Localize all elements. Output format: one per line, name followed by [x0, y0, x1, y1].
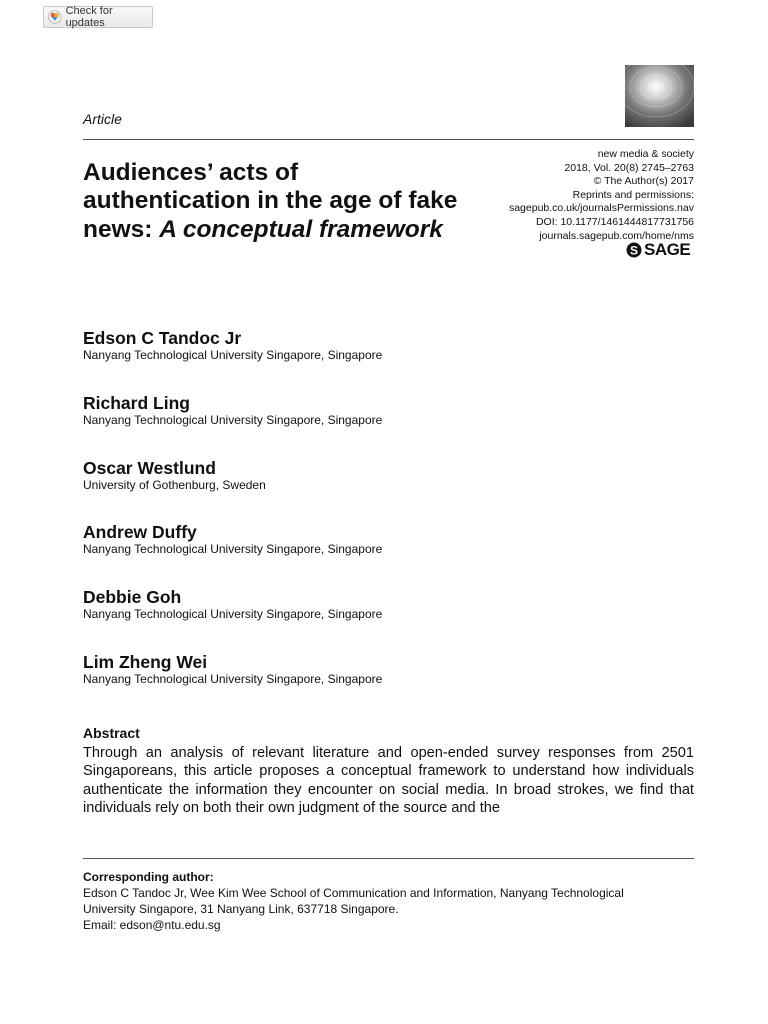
corresponding-author-email[interactable]: Email: edson@ntu.edu.sg — [83, 918, 221, 932]
publisher-logo-text: SAGE — [644, 240, 691, 259]
author-block — [83, 328, 382, 363]
abstract-text: Through an analysis of relevant literature and open-ended survey responses from 2501 Singaporeans, this article proposes a conceptual framework to understand how individuals authenticate the information they encounter on social media. In broad strokes, we find that individuals rely on both their own judgment of the source and the — [83, 745, 694, 817]
author-name: Oscar Westlund — [83, 458, 216, 478]
author-name: Edson C Tandoc Jr — [83, 328, 242, 348]
reprints-label: Reprints and permissions: — [572, 188, 694, 201]
author-name: Richard Ling — [83, 393, 190, 413]
author-name: Lim Zheng Wei — [83, 652, 208, 672]
abstract-heading: Abstract — [83, 725, 140, 741]
header-divider — [83, 139, 694, 140]
footnote-divider — [83, 858, 694, 859]
author-affiliation: Nanyang Technological University Singapore, Singapore — [83, 542, 383, 556]
author-affiliation: Nanyang Technological University Singapore, Singapore — [83, 672, 383, 686]
journal-homepage-link[interactable]: journals.sagepub.com/home/nms — [539, 229, 694, 242]
author-affiliation: Nanyang Technological University Singapore, Singapore — [83, 413, 383, 427]
article-title — [83, 159, 463, 244]
publisher-logo — [626, 240, 690, 260]
sage-s-icon — [626, 242, 642, 258]
copyright-line: © The Author(s) 2017 — [593, 175, 694, 188]
check-for-updates-button[interactable] — [43, 6, 153, 28]
author-block — [83, 652, 382, 687]
corresponding-author-address-line: Edson C Tandoc Jr, Wee Kim Wee School of Communication and Information, Nanyang Technological — [83, 886, 624, 900]
author-block — [83, 393, 382, 428]
svg-text:S: S — [629, 243, 639, 258]
abstract-section — [83, 725, 694, 818]
author-name: Debbie Goh — [83, 587, 182, 607]
doi-link[interactable]: DOI: 10.1177/1461444817731756 — [535, 215, 694, 228]
article-title-italic: A conceptual framework — [159, 215, 443, 243]
permissions-link[interactable]: sagepub.co.uk/journalsPermissions.nav — [508, 202, 694, 215]
journal-volume: 2018, Vol. 20(8) 2745–2763 — [564, 161, 694, 174]
author-affiliation: University of Gothenburg, Sweden — [83, 478, 266, 492]
corresponding-author-heading: Corresponding author: — [83, 870, 214, 884]
check-for-updates-label: Check for updates — [65, 5, 113, 29]
light-tunnel-image — [625, 65, 694, 127]
crossmark-icon — [48, 10, 62, 24]
author-block — [83, 587, 382, 622]
author-affiliation: Nanyang Technological University Singapore, Singapore — [83, 348, 383, 362]
author-affiliation: Nanyang Technological University Singapore, Singapore — [83, 607, 383, 621]
author-name: Andrew Duffy — [83, 522, 197, 542]
journal-metadata — [509, 148, 694, 243]
corresponding-author-note — [83, 869, 694, 933]
article-title-main: Audiences’ acts of authentication in the age of fake news: — [83, 159, 458, 243]
author-block — [83, 458, 266, 493]
corresponding-author-address-line: University Singapore, 31 Nanyang Link, 637718 Singapore. — [83, 902, 399, 916]
article-type-label: Article — [83, 111, 122, 127]
author-block — [83, 522, 382, 557]
journal-name: new media & society — [597, 148, 694, 160]
